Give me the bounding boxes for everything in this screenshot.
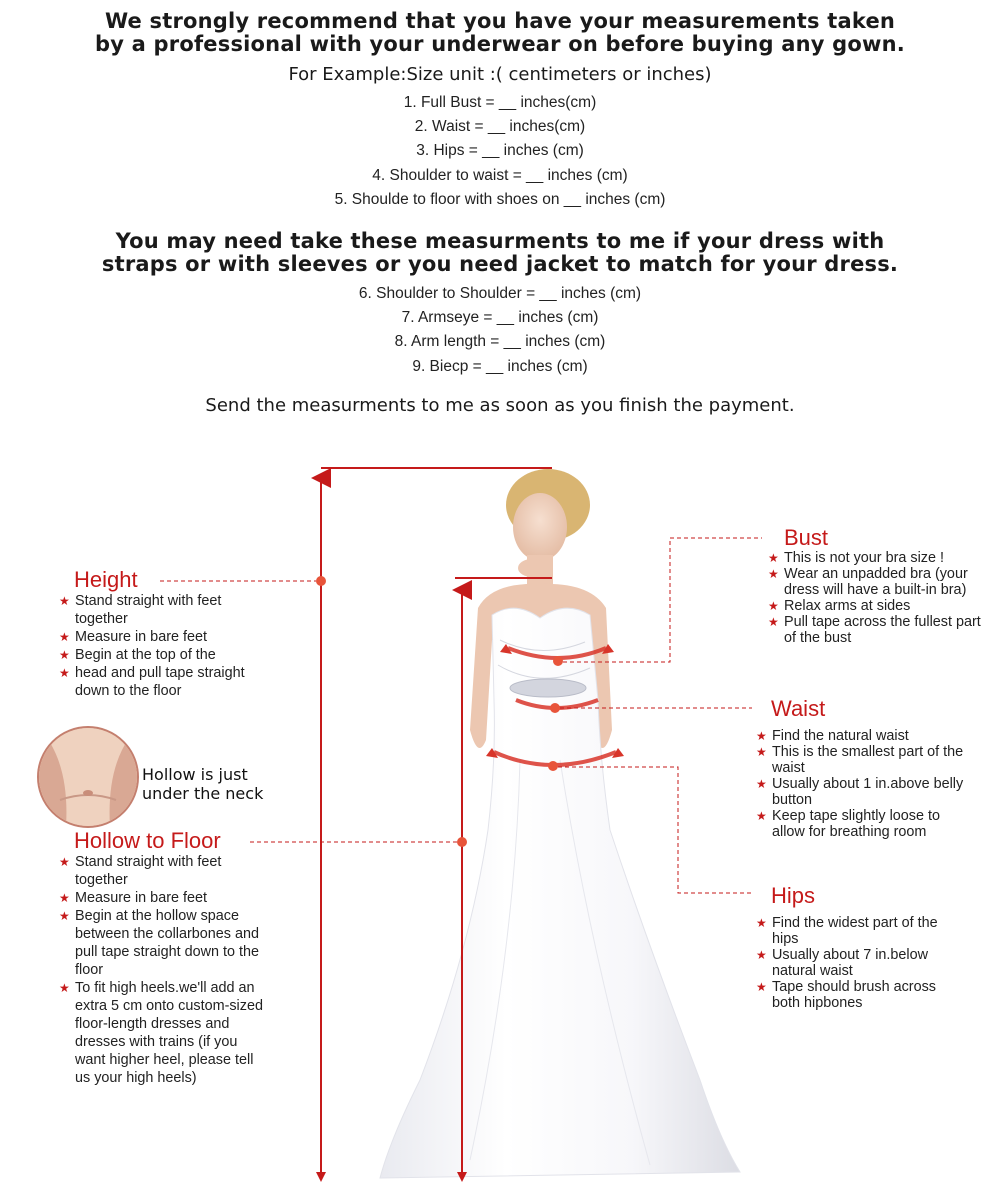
hollow-closeup xyxy=(38,727,138,827)
height-title: Height xyxy=(74,567,138,592)
star-icon: ★ xyxy=(768,615,779,629)
bust-note: ★ This is not your bra size ! xyxy=(768,550,944,566)
measurement-item-bicep: 9. Biecp = __ inches (cm) xyxy=(412,357,588,375)
extra-title-line2: straps or with sleeves or you need jacket to match for your dress. xyxy=(101,252,899,276)
recommend-title-line2: by a professional with your underwear on before buying any gown. xyxy=(95,32,905,56)
measurement-item-shoulder-to-shoulder: 6. Shoulder to Shoulder = __ inches (cm) xyxy=(358,285,642,302)
height-marker xyxy=(316,576,326,586)
star-icon: ★ xyxy=(59,630,70,644)
star-icon: ★ xyxy=(768,599,779,613)
waist-notes xyxy=(756,728,966,840)
star-icon: ★ xyxy=(59,666,70,680)
face-shape xyxy=(513,493,567,561)
bust-note: ★ Pull tape across the fullest part of the bust xyxy=(768,614,981,646)
bust-marker xyxy=(553,656,563,666)
star-icon: ★ xyxy=(756,745,767,759)
hips-notes xyxy=(756,915,956,1011)
hollow-label-line2: under the neck xyxy=(142,784,264,803)
measurement-item-full-bust: 1. Full Bust = __ inches(cm) xyxy=(403,94,597,111)
measurement-item-armseye: 7. Armseye = __ inches (cm) xyxy=(401,309,599,327)
measurement-item-shoulder-to-waist: 4. Shoulder to waist = __ inches (cm) xyxy=(372,166,628,184)
star-icon: ★ xyxy=(59,594,70,608)
star-icon: ★ xyxy=(59,855,70,869)
hollow-marker xyxy=(457,837,467,847)
star-icon: ★ xyxy=(756,948,767,962)
star-icon: ★ xyxy=(768,567,779,581)
recommend-title-line1: We strongly recommend that you have your measurements taken xyxy=(104,9,896,33)
measurement-item-arm-length: 8. Arm length = __ inches (cm) xyxy=(394,333,606,351)
hollow-to-floor-title: Hollow to Floor xyxy=(74,828,221,853)
hollow-note: ★ To fit high heels.we'll add an extra 5 cm onto custom-sized floor-length dresses and dresses with trains (if you want higher heel, please tell us your high heels) xyxy=(59,980,263,1086)
waist-marker xyxy=(550,703,560,713)
waist-note: ★ Find the natural waist xyxy=(756,728,909,744)
hollow-to-floor-notes xyxy=(59,853,269,1087)
jewel-belt xyxy=(510,679,586,697)
hips-note: ★ Tape should brush across both hipbones xyxy=(756,979,936,1011)
star-icon: ★ xyxy=(756,980,767,994)
hips-marker xyxy=(548,761,558,771)
hollow-note: ★ Measure in bare feet xyxy=(59,890,207,906)
send-measurements-line: Send the measurments to me as soon as you finish the payment. xyxy=(205,395,795,416)
measurement-list-basic xyxy=(0,91,1000,212)
hollow-label-line1: Hollow is just xyxy=(142,765,248,784)
bust-notes xyxy=(768,550,983,646)
measurement-item-waist: 2. Waist = __ inches(cm) xyxy=(414,118,586,136)
star-icon: ★ xyxy=(756,729,767,743)
bust-title: Bust xyxy=(784,525,829,550)
waist-title: Waist xyxy=(771,696,826,721)
measurement-item-shoulder-to-floor: 5. Shoulde to floor with shoes on __ inches (cm) xyxy=(334,190,666,208)
hollow-note: ★ Stand straight with feet together xyxy=(59,854,222,888)
star-icon: ★ xyxy=(768,551,779,565)
star-icon: ★ xyxy=(59,648,70,662)
model-figure xyxy=(380,469,740,1178)
hips-note: ★ Usually about 7 in.below natural waist xyxy=(756,947,928,979)
hips-title: Hips xyxy=(771,883,816,908)
hand-shape xyxy=(518,559,546,577)
bust-note: ★ Relax arms at sides xyxy=(768,598,911,614)
star-icon: ★ xyxy=(756,777,767,791)
hollow-note: ★ Begin at the hollow space between the collarbones and pull tape straight down to the floor xyxy=(59,908,260,978)
measurement-list-extra xyxy=(0,282,1000,379)
waist-note: ★ This is the smallest part of the waist xyxy=(756,744,964,776)
hips-note: ★ Find the widest part of the hips xyxy=(756,915,938,947)
waist-note: ★ Keep tape slightly loose to allow for breathing room xyxy=(756,808,941,840)
bust-note: ★ Wear an unpadded bra (your dress will have a built-in bra) xyxy=(768,566,968,598)
example-line: For Example:Size unit :( centimeters or inches) xyxy=(288,64,712,85)
star-icon: ★ xyxy=(756,809,767,823)
extra-title-line1: You may need take these measurments to me if your dress with xyxy=(115,229,885,253)
height-note: ★ Begin at the top of the xyxy=(59,647,216,663)
star-icon: ★ xyxy=(59,981,70,995)
height-note: ★ Stand straight with feet together xyxy=(59,593,222,627)
measurement-item-hips: 3. Hips = __ inches (cm) xyxy=(416,142,584,160)
hollow-label xyxy=(142,765,263,803)
height-notes xyxy=(59,592,259,700)
star-icon: ★ xyxy=(59,891,70,905)
height-note: ★ head and pull tape straight down to the floor xyxy=(59,665,245,699)
star-icon: ★ xyxy=(756,916,767,930)
height-note: ★ Measure in bare feet xyxy=(59,629,207,645)
waist-note: ★ Usually about 1 in.above belly button xyxy=(756,776,964,808)
star-icon: ★ xyxy=(59,909,70,923)
